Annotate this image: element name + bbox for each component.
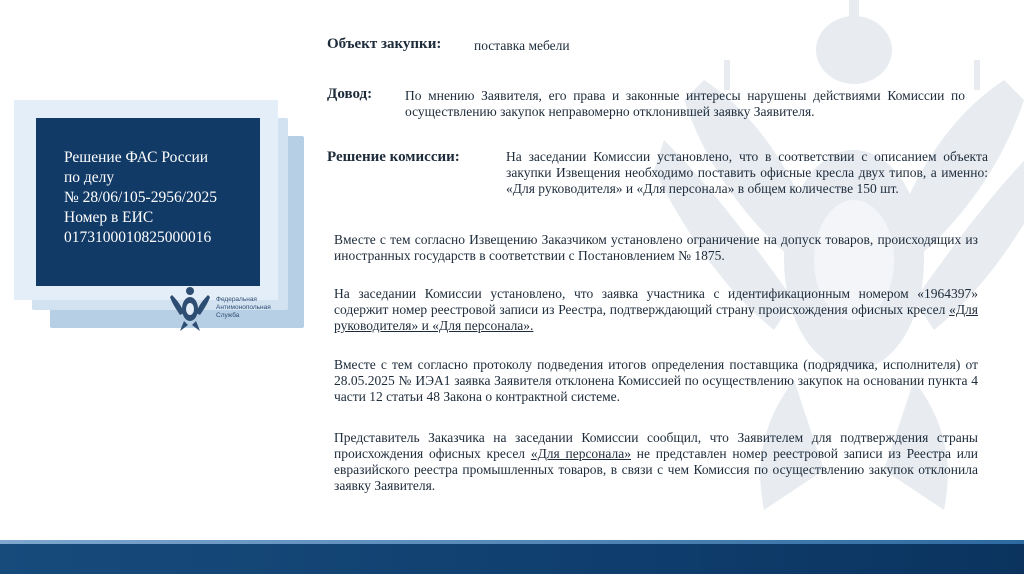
paragraph-protocol: Вместе с тем согласно протоколу подведения итогов определения поставщика (подрядчика, исполнителя) от 28.05.2025 № ИЭА1 заявка Заявителя отклонена Комиссией по осуществлению закупок на основании пункта 4 части 12 статьи 48 Закона о контрактной системе.: [334, 357, 978, 404]
footer-band: [0, 544, 1024, 574]
paragraph-customer-statement-text-b: не представлен номер реестровой записи из Реестра или евразийского реестра промышленных товаров, в связи с чем Комиссия по осуществлению закупок отклонила заявку Заявителя.: [334, 446, 978, 493]
decision-label: Решение комиссии:: [327, 149, 460, 165]
case-number: № 28/06/105-2956/2025: [64, 189, 217, 206]
case-subtitle: по делу: [64, 169, 115, 186]
argument-label: Довод:: [327, 86, 373, 102]
argument-value: По мнению Заявителя, его права и законные интересы нарушены действиями Комиссии по осуществлению закупок неправомерно отклонившей заявку Заявителя.: [405, 88, 965, 119]
paragraph-customer-statement-underlined: «Для персонала»: [530, 446, 631, 461]
case-title: Решение ФАС России: [64, 149, 209, 166]
object-label: Объект закупки:: [327, 36, 442, 52]
eis-label: Номер в ЕИС: [64, 209, 154, 226]
paragraph-customer-statement: [334, 430, 978, 494]
decision-value: На заседании Комиссии установлено, что в соответствии с описанием объекта закупки Извещения необходимо поставить офисные кресла двух типов, а именно: «Для руководителя» и «Для персонала» в общем количестве 150 шт.: [506, 149, 988, 196]
fas-logo: [168, 283, 288, 333]
logo-line-3: Служба: [216, 312, 240, 319]
eis-number: 0173100010825000016: [64, 229, 212, 246]
paragraph-customer-statement-text-a: Представитель Заказчика на заседании Комиссии сообщил, что Заявителем для подтверждения страны происхождения офисных кресел: [334, 430, 978, 461]
object-value: поставка мебели: [474, 38, 570, 53]
paragraph-participant-bid-text: На заседании Комиссии установлено, что заявка участника с идентификационным номером «1964397» содержит номер реестровой записи из Реестра, подтверждающий страну происхождения офисных кресел: [334, 286, 978, 317]
case-info-panel: [36, 118, 260, 286]
card-frame: [14, 100, 278, 300]
fas-eagle-icon: [168, 283, 212, 333]
paragraph-restriction: Вместе с тем согласно Извещению Заказчиком установлено ограничение на допуск товаров, происходящих из иностранных государств в соответствии с Постановлением № 1875.: [334, 232, 978, 263]
logo-line-1: Федеральная: [216, 296, 257, 303]
paragraph-participant-bid-underlined: «Для руководителя» и «Для персонала».: [334, 302, 978, 333]
logo-line-2: Антимонопольная: [216, 304, 271, 311]
paragraph-participant-bid: [334, 286, 978, 334]
